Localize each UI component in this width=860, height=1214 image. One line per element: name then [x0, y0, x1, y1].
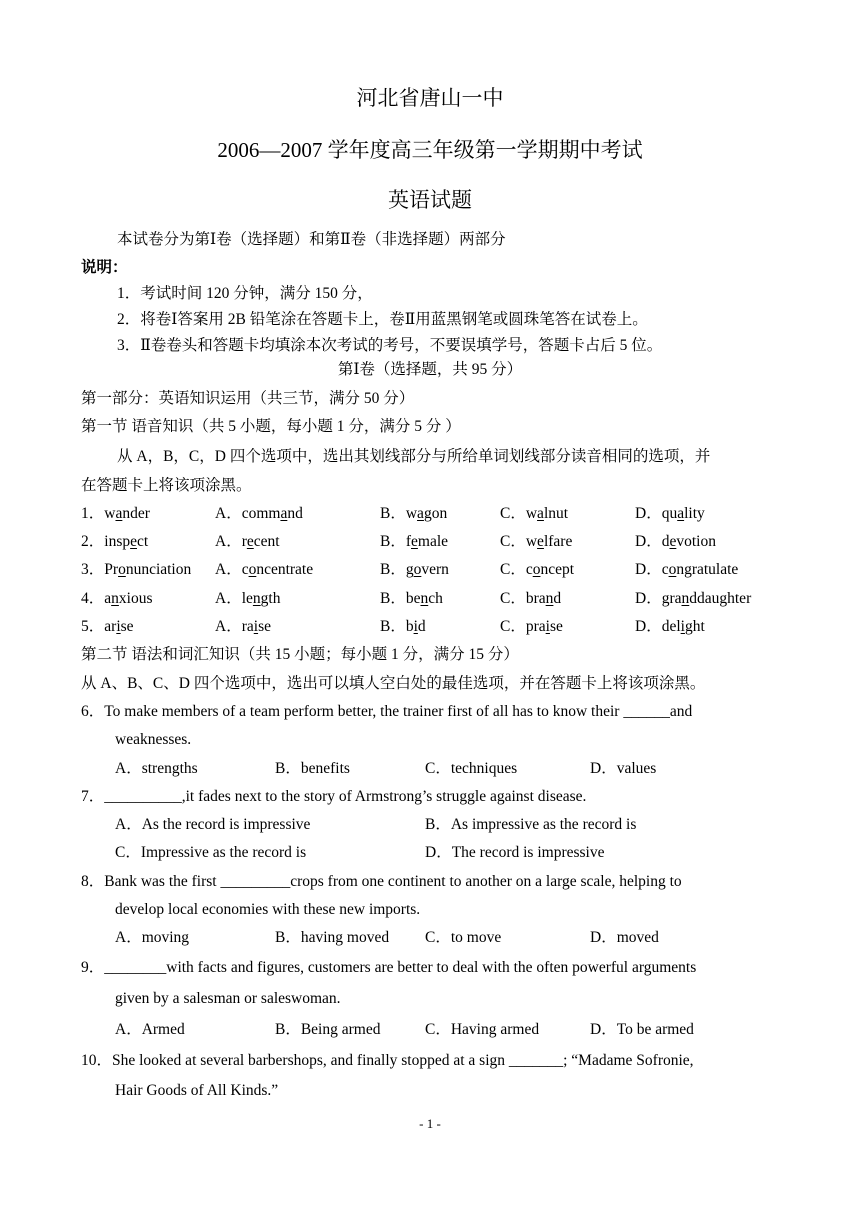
question-stem-cont: weaknesses. — [115, 731, 192, 748]
option-b: B．bid — [380, 618, 426, 635]
section1-instruction: 从 A，B，C，D 四个选项中，选出其划线部分与所给单词划线部分读音相同的选项，并 — [117, 448, 711, 465]
option-b: B．bench — [380, 590, 443, 607]
option-b: B．As impressive as the record is — [425, 816, 637, 833]
option-b: B．govern — [380, 561, 449, 578]
exam-title: 2006—2007 学年度高三年级第一学期期中考试 — [217, 138, 643, 162]
section2-instruction: 从 A、B、C、D 四个选项中，选出可以填人空白处的最佳选项，并在答题卡上将该项涂黑。 — [81, 675, 706, 692]
option-a: A．moving — [115, 929, 190, 946]
option-d: D．congratulate — [635, 561, 739, 578]
question-stem-cont: develop local economies with these new imports. — [115, 901, 421, 918]
option-d: D．quality — [635, 505, 705, 522]
option-a: A．command — [215, 505, 303, 522]
school-title: 河北省唐山一中 — [356, 86, 504, 110]
option-c: C．Having armed — [425, 1021, 540, 1038]
option-a: A．recent — [215, 533, 280, 550]
option-d: D．moved — [590, 929, 659, 946]
note-item: 3．Ⅱ卷卷头和答题卡均填涂本次考试的考号，不要误填学号，答题卡占后 5 位。 — [117, 337, 663, 354]
option-b: B．Being armed — [275, 1021, 381, 1038]
question-stem: 10．She looked at several barbershops, and finally stopped at a sign _______; “Madame Sofronie, — [81, 1052, 694, 1069]
option-d: D．devotion — [635, 533, 716, 550]
option-a: A．concentrate — [215, 561, 314, 578]
option-c: C．concept — [500, 561, 575, 578]
option-c: C．Impressive as the record is — [115, 844, 307, 861]
question-stem-cont: Hair Goods of All Kinds.” — [115, 1082, 279, 1099]
question-stem: 7．__________,it fades next to the story of Armstrong’s struggle against disease. — [81, 788, 587, 805]
option-c: C．to move — [425, 929, 502, 946]
option-c: C．welfare — [500, 533, 573, 550]
notes-label: 说明： — [81, 259, 128, 276]
option-b: B．having moved — [275, 929, 390, 946]
page-number: - 1 - — [419, 1116, 441, 1131]
option-a: A．raise — [215, 618, 271, 635]
option-d: D．delight — [635, 618, 705, 635]
option-b: B．female — [380, 533, 449, 550]
option-c: C．brand — [500, 590, 562, 607]
option-d: D．granddaughter — [635, 590, 752, 607]
section1-title: 第一节 语音知识（共 5 小题，每小题 1 分，满分 5 分 ） — [81, 418, 461, 435]
section2-title: 第二节 语法和词汇知识（共 15 小题；每小题 1 分，满分 15 分） — [81, 646, 519, 663]
option-d: D．To be armed — [590, 1021, 694, 1038]
part1-title: 第一部分：英语知识运用（共三节，满分 50 分） — [81, 390, 415, 407]
option-a: A．strengths — [115, 760, 198, 777]
option-b: B．wagon — [380, 505, 448, 522]
option-a: A．Armed — [115, 1021, 185, 1038]
exam-page: 河北省唐山一中 2006—2007 学年度高三年级第一学期期中考试 英语试题 本试卷分为第Ⅰ卷（选择题）和第Ⅱ卷（非选择题）两部分 说明： 1．考试时间 120 分钟，满分 150 分， 2．将卷Ⅰ答案用 2B 铅笔涂在答题卡上，卷Ⅱ用蓝黑钢笔或圆珠笔答在试卷上。 3．Ⅱ卷卷头和答题卡均填涂本次考试的考号，不要误填学号，答题卡占后 5 位。 第Ⅰ卷（选择题，共 95 分） 第一部分：英语知识运用（共三节，满分 50 分） 第一节 语音知识（共 5 小题，每小题 1 分，满分 5 分 ） 从 A，B，C，D 四个选项中，选出其划线部分与所给单词划线部分读音相同的选项，并 在答题卡上将该项涂黑。 1．wander A．command B．wagon C．walnut D．quality 2．inspect A．recent B．female C．welfare D．devotion 3．Pronunciation A．concentrate B．govern C．concept D．congratulate 4．anxious A．length B．bench C．brand D．granddaughter 5．arise A．raise B．bid C．praise D．delight 第二节 语法和词汇知识（共 15 小题；每小题 1 分，满分 15 分） 从 A、B、C、D 四个选项中，选出可以填人空白处的最佳选项，并在答题卡上将该项涂黑。 6．To make members of a team perform better, the trainer first of all has to know their ______and weaknesses. A．strengths B．benefits C．techniques D．values 7．__________,it fades next to the story of Armstrong’s struggle against disease. A．As the record is impressive B．As impressive as the record is C．Impressive as the record is D．The record is impressive 8．Bank was the first _________crops from one continent to another on a large scale, helping to develop local economies with these new imports. A．moving B．having moved C．to move D．moved 9．________with facts and figures, customers are better to deal with the often powerful arguments given by a salesman or saleswoman. A．Armed B．Being armed C．Having armed D．To be armed 10．She looked at several barbershops, and finally stopped at a sign _______; “Madame Sofronie, Hair Goods of All Kinds.” - 1 - — [0, 0, 860, 1214]
question-stem: 9．________with facts and figures, customers are better to deal with the often powerful arguments — [81, 959, 697, 976]
question-stem: 8．Bank was the first _________crops from one continent to another on a large scale, helping to — [81, 873, 682, 890]
option-d: D．The record is impressive — [425, 844, 605, 861]
paper-structure: 本试卷分为第Ⅰ卷（选择题）和第Ⅱ卷（非选择题）两部分 — [117, 231, 506, 248]
option-b: B．benefits — [275, 760, 350, 777]
note-item: 1．考试时间 120 分钟，满分 150 分， — [117, 285, 373, 302]
option-a: A．As the record is impressive — [115, 816, 311, 833]
question-stem: 6．To make members of a team perform better, the trainer first of all has to know their ______and — [81, 703, 693, 720]
option-c: C．techniques — [425, 760, 518, 777]
option-a: A．length — [215, 590, 281, 607]
section1-instruction-cont: 在答题卡上将该项涂黑。 — [81, 477, 252, 494]
question-stem-cont: given by a salesman or saleswoman. — [115, 990, 341, 1007]
option-c: C．praise — [500, 618, 563, 635]
note-item: 2．将卷Ⅰ答案用 2B 铅笔涂在答题卡上，卷Ⅱ用蓝黑钢笔或圆珠笔答在试卷上。 — [117, 311, 648, 328]
volume1-title: 第Ⅰ卷（选择题，共 95 分） — [337, 361, 523, 378]
option-d: D．values — [590, 760, 657, 777]
subject-title: 英语试题 — [388, 188, 472, 212]
option-c: C．walnut — [500, 505, 569, 522]
